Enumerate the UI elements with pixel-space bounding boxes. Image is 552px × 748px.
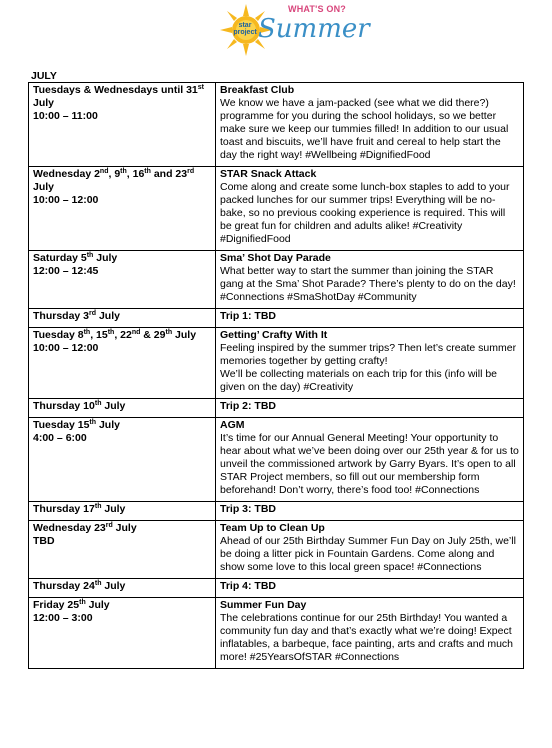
event-date-time: Tuesdays & Wednesdays until 31st July 10:00 – 11:00	[29, 83, 216, 167]
event-details	[216, 328, 524, 399]
event-details	[216, 309, 524, 328]
event-description: What better way to start the summer than joining the STAR gang at the Sma’ Shot Parade? There’s plenty to do on the day! #Connections #SmaShotDay #Community	[220, 265, 516, 303]
event-details	[216, 251, 524, 309]
events-table	[28, 82, 524, 669]
event-row	[29, 579, 524, 598]
event-details	[216, 399, 524, 418]
event-date-time: Wednesday 2nd, 9th, 16th and 23rd July 10:00 – 12:00	[29, 167, 216, 251]
event-description: The celebrations continue for our 25th Birthday! You wanted a community fun day and that’s exactly what we’re doing! Expect inflatables, a barbeque, face painting, arts and crafts and much more! #25YearsOfSTAR #Connections	[220, 612, 514, 663]
event-date-time: Saturday 5th July 12:00 – 12:45	[29, 251, 216, 309]
summer-wordmark: Summer	[258, 14, 370, 44]
event-row	[29, 598, 524, 669]
summer-logo	[218, 2, 370, 58]
event-date-time: Friday 25th July 12:00 – 3:00	[29, 598, 216, 669]
event-row	[29, 83, 524, 167]
event-row	[29, 251, 524, 309]
event-description: It’s time for our Annual General Meeting! Your opportunity to hear about what we’ve been doing over our 25th year & for us to unveil the commissioned artwork by Garry Byars. It’s open to all STAR Project members, so fill out our membership form beforehand! Don’t worry, there’s food too! #Connections	[220, 432, 519, 496]
month-heading: JULY	[31, 70, 57, 82]
event-row	[29, 418, 524, 502]
event-row	[29, 399, 524, 418]
event-date-time: Tuesday 8th, 15th, 22nd & 29th July 10:00 – 12:00	[29, 328, 216, 399]
event-row	[29, 521, 524, 579]
event-description: Ahead of our 25th Birthday Summer Fun Day on July 25th, we’ll be doing a litter pick in Fountain Gardens. Come along and show some love to this local green space! #Connections	[220, 535, 516, 573]
event-title: AGM	[220, 419, 245, 431]
event-date-time: Thursday 3rd July	[29, 309, 216, 328]
whats-on-label: WHAT'S ON?	[288, 4, 346, 14]
event-title: Sma’ Shot Day Parade	[220, 252, 331, 264]
event-title: Trip 2: TBD	[220, 400, 277, 412]
event-details	[216, 579, 524, 598]
event-details	[216, 598, 524, 669]
event-title: Trip 1: TBD	[220, 310, 277, 322]
event-details	[216, 83, 524, 167]
event-details	[216, 521, 524, 579]
brand-name: star project	[233, 22, 257, 36]
event-title: Trip 3: TBD	[220, 503, 277, 515]
event-date-time: Thursday 17th July	[29, 502, 216, 521]
event-title: Summer Fun Day	[220, 599, 307, 611]
event-row	[29, 167, 524, 251]
event-title: STAR Snack Attack	[220, 168, 317, 180]
event-date-time: Wednesday 23rd July TBD	[29, 521, 216, 579]
event-title: Getting’ Crafty With It	[220, 329, 328, 341]
event-details	[216, 167, 524, 251]
event-date-time: Tuesday 15th July 4:00 – 6:00	[29, 418, 216, 502]
event-description: We know we have a jam-packed (see what we did there?) programme for you during the school holidays, so we better make sure we keep our tummies filled! In addition to our usual toast and biscuits, we’ll have fruit and cereal to help start the day the right way! #Wellbeing #DignifiedFood	[220, 97, 509, 161]
event-description: Come along and create some lunch-box staples to add to your packed lunches for our summer trips! Everything will be no-bake, so no previous cooking experience is required. This will be great fun for children and adults alike! #Creativity #DignifiedFood	[220, 181, 510, 245]
event-title: Team Up to Clean Up	[220, 522, 325, 534]
event-title: Breakfast Club	[220, 84, 295, 96]
event-description: Feeling inspired by the summer trips? Then let’s create summer memories together by getting crafty! We’ll be collecting materials on each trip for this (info will be given on the day) #Creativity	[220, 342, 517, 393]
event-title: Trip 4: TBD	[220, 580, 277, 592]
event-details	[216, 418, 524, 502]
event-details	[216, 502, 524, 521]
event-date-time: Thursday 24th July	[29, 579, 216, 598]
event-row	[29, 502, 524, 521]
event-row	[29, 328, 524, 399]
event-date-time: Thursday 10th July	[29, 399, 216, 418]
event-row	[29, 309, 524, 328]
